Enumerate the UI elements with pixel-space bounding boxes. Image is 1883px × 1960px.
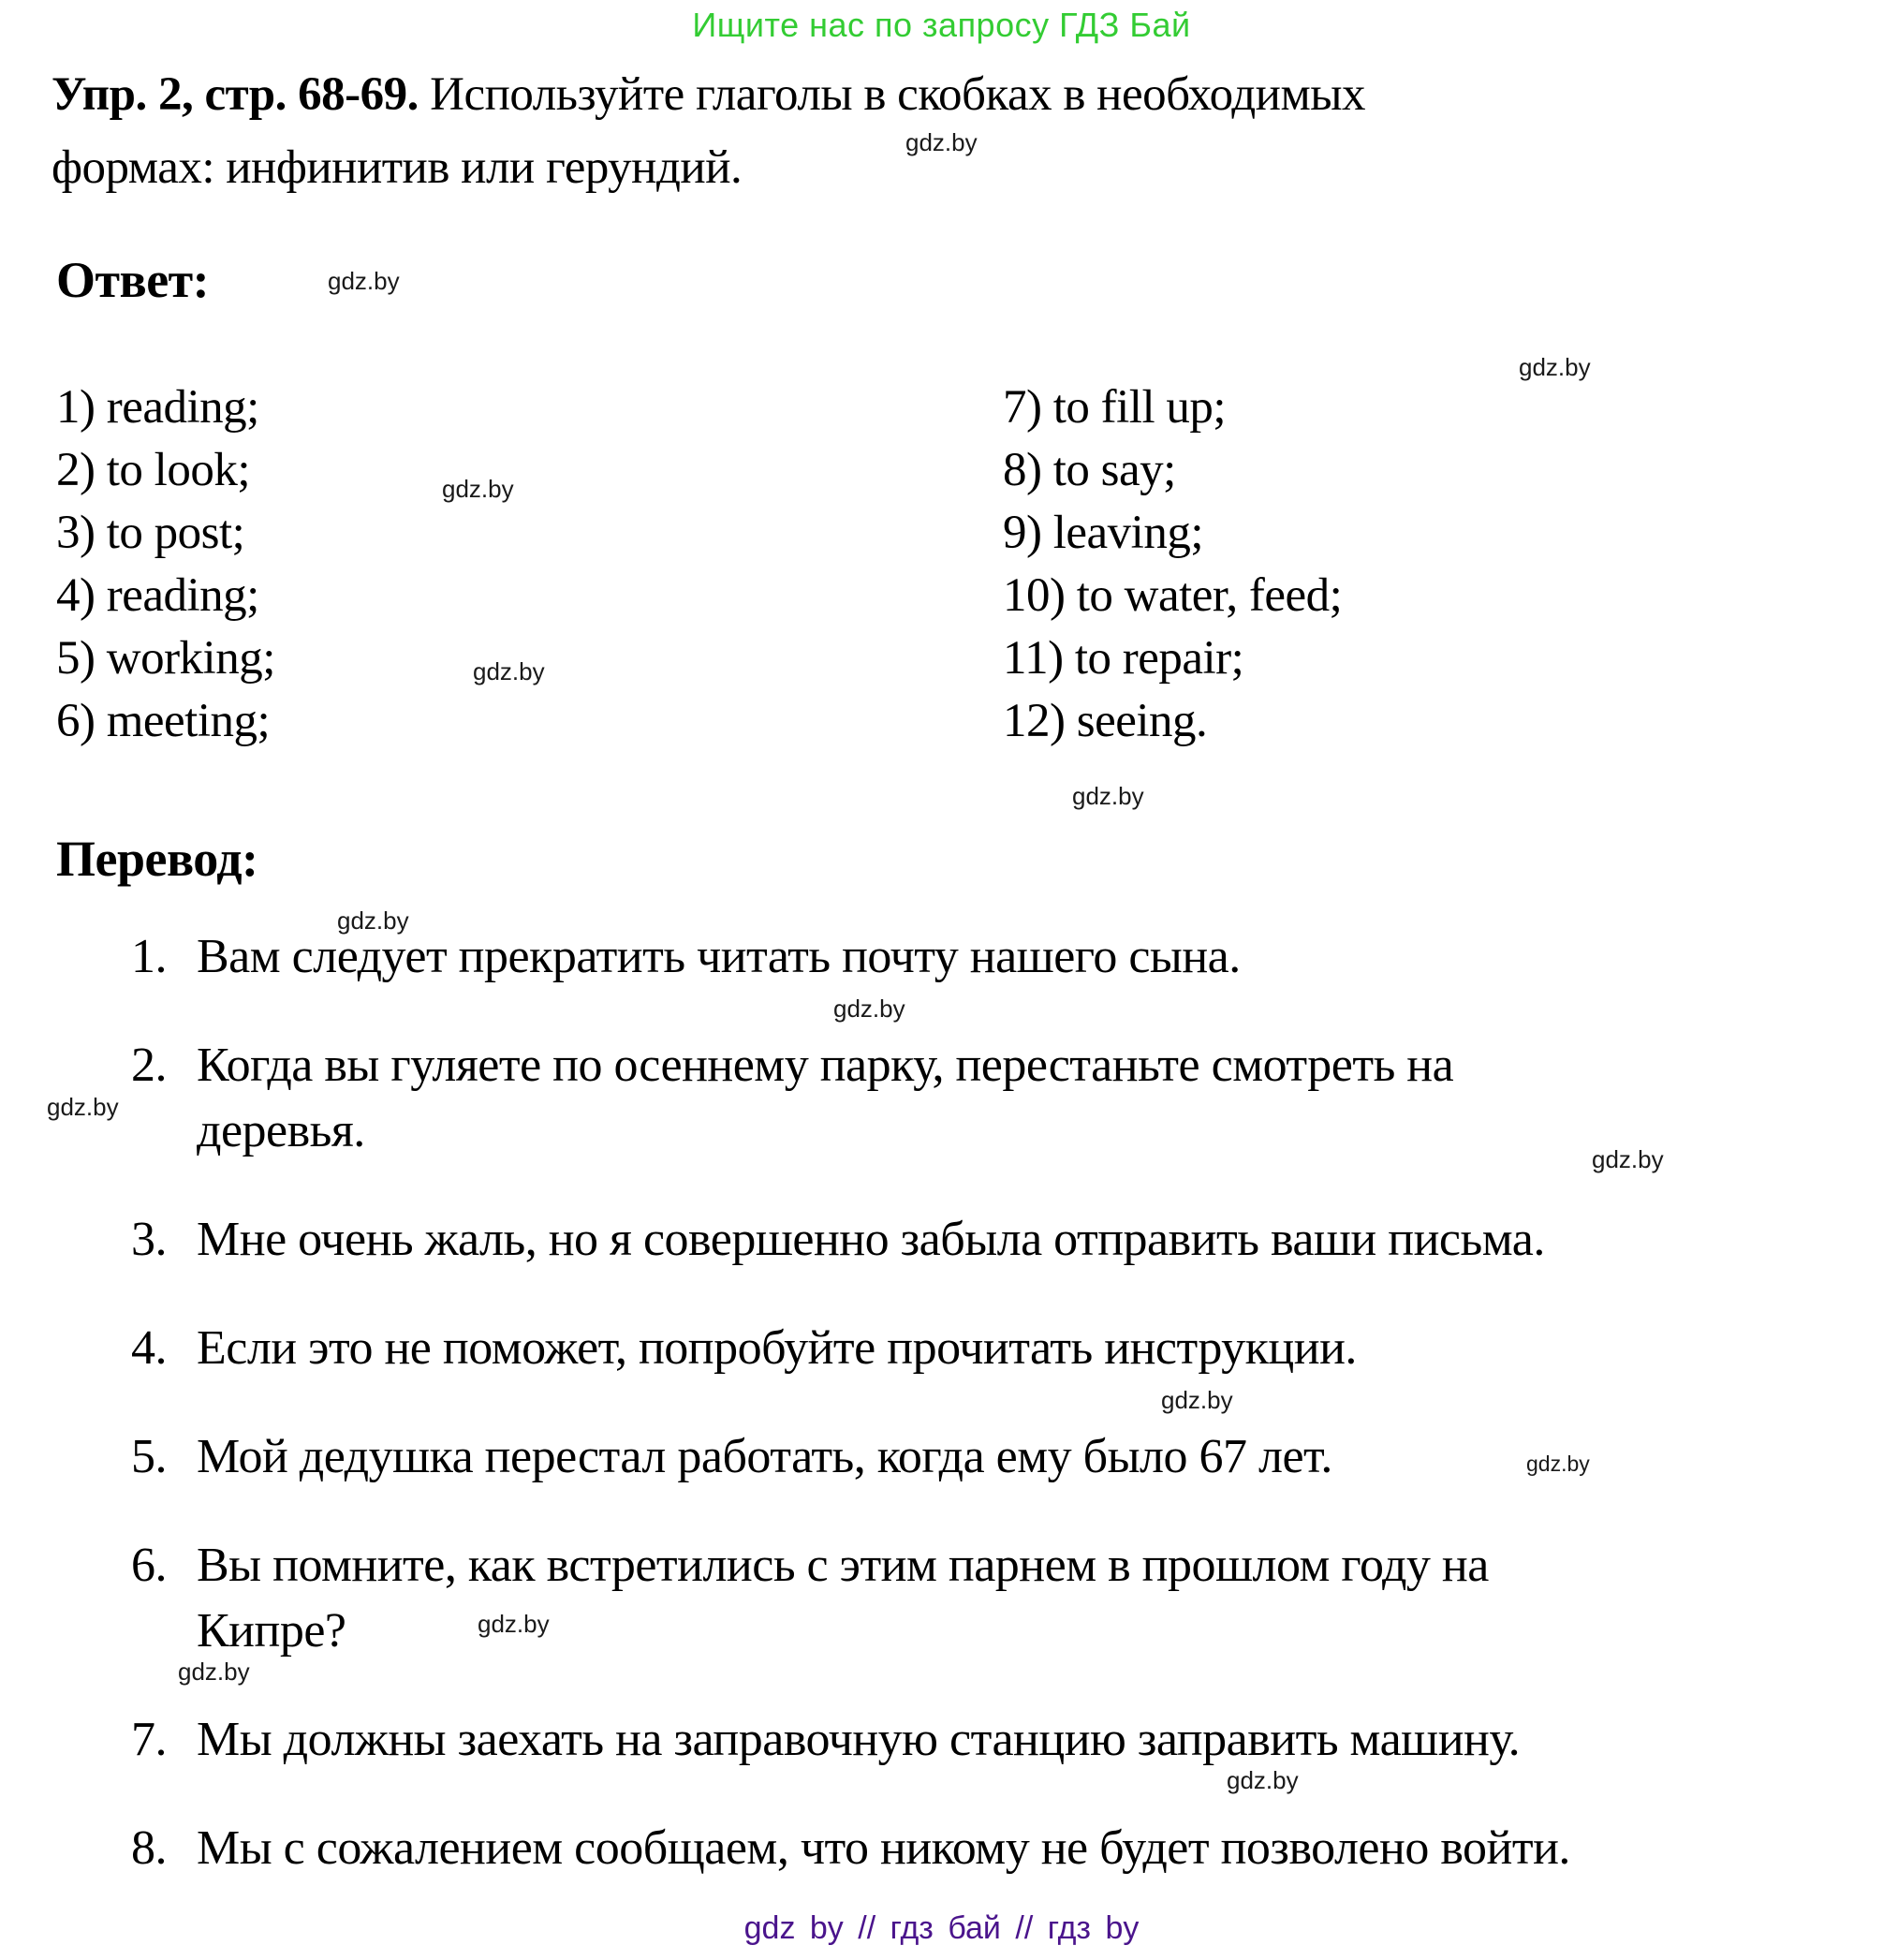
translation-item-number: 1. <box>131 930 167 983</box>
answers-column-left <box>56 376 275 753</box>
gdz-watermark: gdz.by <box>1072 782 1144 810</box>
answers-heading: Ответ: <box>56 252 210 308</box>
exercise-title <box>51 58 1662 204</box>
translation-item-number: 3. <box>131 1213 167 1266</box>
answer-item-12: 12) seeing. <box>1003 695 1208 747</box>
translation-line: Кипре? <box>197 1604 346 1658</box>
translation-item-text <box>197 1316 1817 1381</box>
answer-item-10: 10) to water, feed; <box>1003 569 1343 622</box>
exercise-task-text: Используйте глаголы в скобках в необходимых <box>418 68 1365 121</box>
gdz-watermark: gdz.by <box>1519 353 1591 381</box>
gdz-watermark: gdz.by <box>178 1658 250 1686</box>
translation-line: Мой дедушка перестал работать, когда ему было 67 лет. <box>197 1430 1332 1483</box>
answer-item-4: 4) reading; <box>56 569 259 622</box>
gdz-watermark: gdz.by <box>905 128 978 156</box>
translation-item-number: 2. <box>131 1039 167 1092</box>
translation-line: Когда вы гуляете по осеннему парку, перестаньте смотреть на <box>197 1039 1454 1092</box>
translation-list <box>131 924 1817 1924</box>
translation-item-number: 7. <box>131 1713 167 1766</box>
translation-item-text <box>197 1816 1817 1881</box>
exercise-reference: Упр. 2, стр. 68-69. <box>51 68 419 121</box>
answer-item-6: 6) meeting; <box>56 695 271 747</box>
exercise-title-line-1 <box>51 58 1662 131</box>
gdz-watermark: gdz.by <box>1161 1386 1233 1414</box>
answer-item-5: 5) working; <box>56 632 275 685</box>
answers-column-right <box>1003 376 1342 753</box>
gdz-watermark: gdz.by <box>833 995 905 1023</box>
translation-item-7 <box>131 1707 1817 1773</box>
translation-line: Вы помните, как встретились с этим парнем в прошлом году на <box>197 1539 1489 1592</box>
translation-item-number: 4. <box>131 1321 167 1375</box>
gdz-watermark: gdz.by <box>328 267 400 295</box>
gdz-watermark: gdz.by <box>1227 1766 1299 1794</box>
answer-item-3: 3) to post; <box>56 507 245 559</box>
translation-item-text <box>197 924 1817 990</box>
answer-item-2: 2) to look; <box>56 444 250 496</box>
translation-item-text <box>197 1207 1817 1273</box>
answer-item-7: 7) to fill up; <box>1003 381 1227 434</box>
answer-item-8: 8) to say; <box>1003 444 1176 496</box>
translation-item-8 <box>131 1816 1817 1881</box>
gdz-watermark: gdz.by <box>337 906 409 935</box>
translation-line: Мы должны заехать на заправочную станцию заправить машину. <box>197 1713 1521 1766</box>
translation-line: Вам следует прекратить читать почту нашего сына. <box>197 930 1241 983</box>
translation-item-3 <box>131 1207 1817 1273</box>
answer-item-1: 1) reading; <box>56 381 259 434</box>
translation-item-text <box>197 1533 1817 1664</box>
translation-item-text <box>197 1707 1817 1773</box>
answer-item-11: 11) to repair; <box>1003 632 1244 685</box>
translation-item-number: 8. <box>131 1821 167 1875</box>
gdz-watermark: gdz.by <box>442 475 514 503</box>
translation-item-number: 5. <box>131 1430 167 1483</box>
translation-item-4 <box>131 1316 1817 1381</box>
translation-item-2 <box>131 1033 1817 1164</box>
translation-item-6 <box>131 1533 1817 1664</box>
gdz-watermark: gdz.by <box>47 1093 119 1121</box>
promo-header: Ищите нас по запросу ГДЗ Бай <box>692 6 1191 44</box>
translation-line: Если это не поможет, попробуйте прочитать инструкции. <box>197 1321 1357 1375</box>
gdz-watermark: gdz.by <box>1592 1145 1664 1173</box>
translation-item-text <box>197 1033 1817 1164</box>
gdz-watermark: gdz.by <box>473 657 545 685</box>
gdz-watermark: gdz.by <box>478 1610 550 1638</box>
gdz-watermark: gdz.by <box>1526 1452 1590 1476</box>
translation-heading: Перевод: <box>56 831 258 887</box>
translation-line: Мы с сожалением сообщаем, что никому не будет позволено войти. <box>197 1821 1570 1875</box>
translation-line: деревья. <box>197 1104 365 1157</box>
answer-item-9: 9) leaving; <box>1003 507 1204 559</box>
translation-item-number: 6. <box>131 1539 167 1592</box>
exercise-title-line-2: формах: инфинитив или герундий. <box>51 141 743 194</box>
translation-line: Мне очень жаль, но я совершенно забыла отправить ваши письма. <box>197 1213 1545 1266</box>
footer-watermark: gdz by // гдз бай // гдз by <box>743 1910 1140 1946</box>
